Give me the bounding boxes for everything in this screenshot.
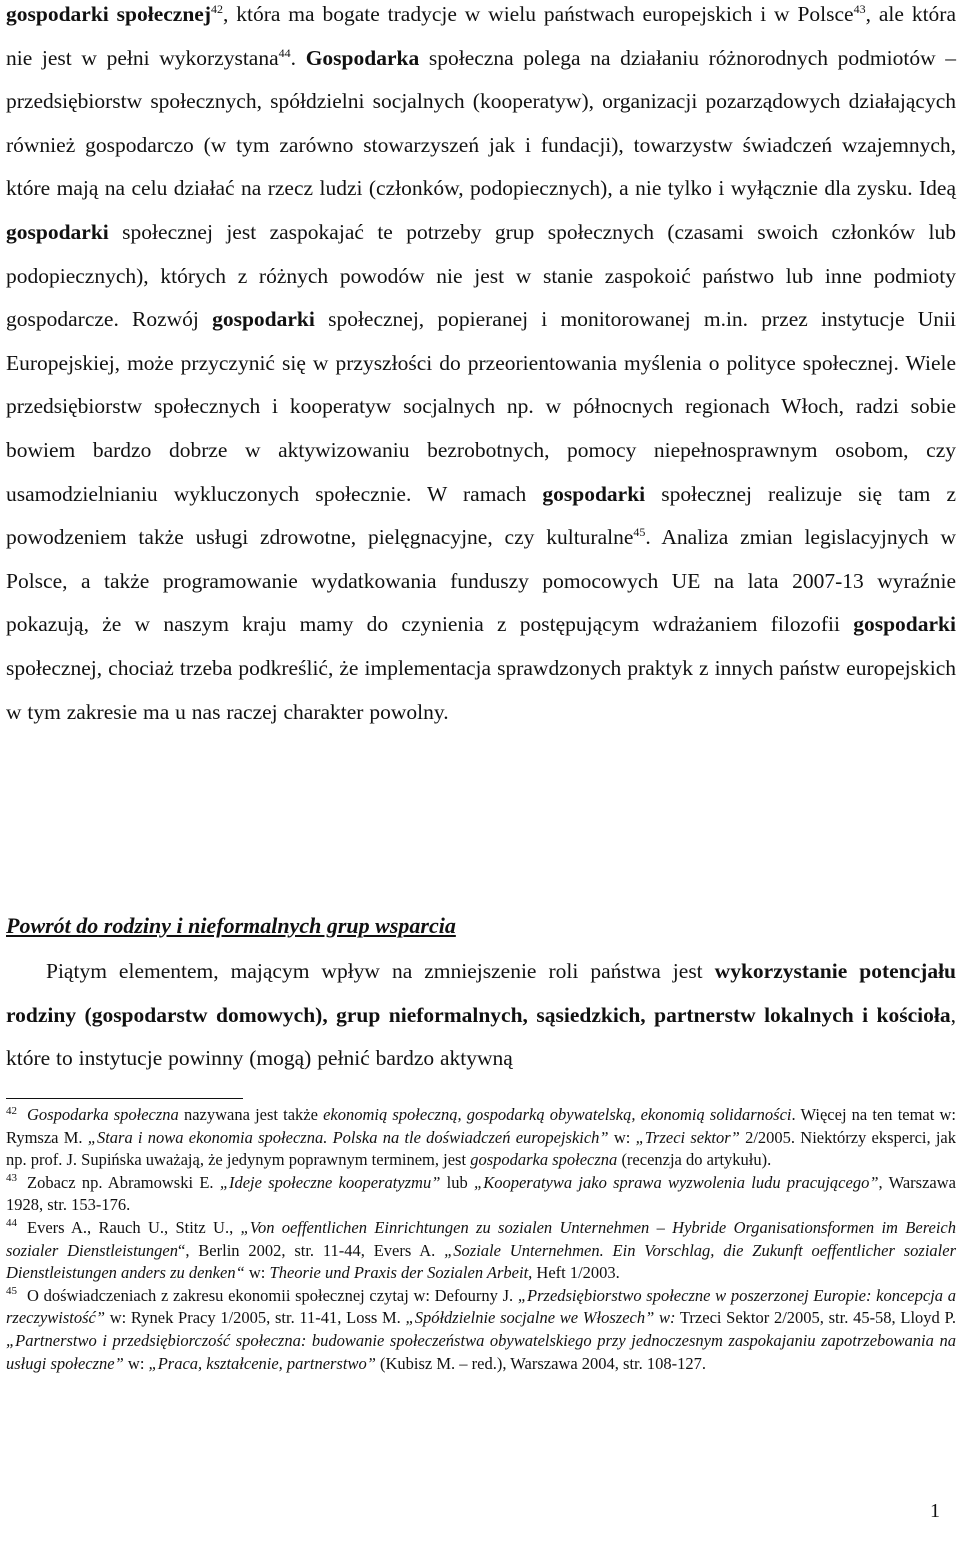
text-run: społecznej, chociaż trzeba podkreślić, że implementacja sprawdzonych praktyk z innych państw europejskich w tym zakresie ma u nas raczej charakter powolny. [6, 655, 956, 724]
footnote-44 [6, 1217, 956, 1285]
italic-text: „Praca, kształcenie, partnerstwo” [148, 1353, 376, 1373]
text-run: . Analiza zmian legislacyjnych w Polsce, a także programowanie wydatkowania funduszy pomocowych UE na lata 2007-13 wyraźnie pokazują, że w naszym kraju mamy do czynienia z postępującym wdrażaniem filozofii [6, 525, 956, 637]
footnote-number: 45 [6, 1285, 17, 1298]
footnote-separator [6, 1098, 243, 1099]
footnote-reference: 42 [210, 1, 223, 16]
text-run: społecznej, popieranej i monitorowanej m.in. przez instytucje Unii Europejskiej, może przyczynić się w przyszłości do przeorientowania myślenia o polityce społecznej. Wiele przedsiębiorstw społecznych i kooperatyw socjalnych np. w północnych regionach Włoch, radzi sobie bowiem bardzo dobrze w aktywizowaniu bezrobotnych, pomocy niepełnosprawnym osobom, czy usamodzielnianiu wykluczonych społecznie. W ramach [6, 307, 956, 506]
footnote-45 [6, 1285, 956, 1375]
paragraph-second [6, 950, 956, 1081]
italic-text: „Partnerstwo i przedsiębiorczość społeczna: budowanie społeczeństwa obywatelskiego przy jednoczesnym zaspokajaniu zapotrzebowania na usługi społeczne” [6, 1330, 956, 1373]
text-run: “, Berlin 2002, str. 11-44, Evers A. [178, 1240, 445, 1260]
text-run: lub [440, 1172, 475, 1192]
text-run: 2/2005. Niektórzy eksperci, jak np. prof. J. Supińska uważają, że jedynym poprawnym terminem, jest [6, 1127, 956, 1170]
text-run: w: Rynek Pracy 1/2005, str. 11-41, Loss M. [105, 1308, 406, 1328]
text-run: , Warszawa 1928, str. 153-176. [6, 1172, 956, 1215]
bold-text: gospodarki społecznej [6, 2, 211, 26]
bold-text: gospodarki [212, 307, 315, 332]
text-run: nazywana jest także [178, 1105, 324, 1124]
italic-text: Gospodarka społeczna [27, 1105, 179, 1124]
footnote-42 [6, 1104, 956, 1172]
italic-text: „Von oeffentlichen Einrichtungen zu sozialen Unternehmen – Hybride Organisationsformen im Bereich sozialer Dienstleistungen [6, 1217, 956, 1260]
italic-text: „Trzeci sektor” [635, 1127, 740, 1147]
bold-text: gospodarki [542, 481, 646, 506]
text-run: społecznej realizuje się tam z powodzeniem także usługi zdrowotne, pielęgnacyjne, czy kulturalne [6, 481, 956, 550]
footnote-number: 42 [6, 1104, 17, 1117]
footnote-number: 44 [6, 1217, 17, 1230]
text-run: społecznej jest zaspokajać te potrzeby grup społecznych (czasami swoich członków lub podopiecznych), których z różnych powodów nie jest w stanie zaspokoić państwo lub inne podmioty gospodarcze. Rozwój [6, 219, 956, 332]
footnote-reference: 45 [633, 524, 646, 539]
italic-text: „Kooperatywa jako sprawa wyzwolenia ludu pracującego” [474, 1172, 879, 1192]
bold-text: Gospodarka [305, 45, 420, 70]
bold-text: wykorzystanie potencjału rodziny (gospodarstw domowych), grup nieformalnych, sąsiedzkich, partnerstw lokalnych i kościoła [6, 959, 956, 1027]
bold-text: gospodarki [6, 219, 109, 244]
italic-text: Theorie und Praxis der Sozialen Arbeit [269, 1263, 529, 1283]
text-run: . [290, 45, 306, 70]
paragraph-main [6, 0, 956, 734]
text-run: , która ma bogate tradycje w wielu państwach europejskich i w Polsce [222, 2, 854, 26]
page-number: 1 [930, 1500, 940, 1522]
italic-text: „Spółdzielnie socjalne we Włoszech” w: [405, 1308, 676, 1328]
footnotes [6, 1104, 956, 1375]
text-run: (Kubisz M. – red.), Warszawa 2004, str. 108-127. [375, 1353, 707, 1373]
section-title: Powrót do rodziny i nieformalnych grup wsparcia [6, 913, 456, 938]
text-run: w: [123, 1353, 149, 1373]
text-run: w: [608, 1127, 636, 1147]
text-run: Zobacz np. Abramowski E. [27, 1172, 220, 1192]
text-run: , ale która nie jest w pełni wykorzystana [6, 2, 956, 70]
text-run: Evers A., Rauch U., Stitz U., [27, 1217, 241, 1237]
footnote-reference: 44 [278, 45, 291, 60]
text-run: w: [244, 1263, 270, 1283]
text-run: , Heft 1/2003. [528, 1263, 620, 1283]
footnote-reference: 43 [853, 1, 866, 16]
italic-text: „Przedsiębiorstwo społeczne w poszerzonej Europie: koncepcja a rzeczywistość” [6, 1285, 956, 1328]
italic-text: gospodarka społeczna [470, 1150, 618, 1170]
footnote-43 [6, 1172, 956, 1217]
text-run: O doświadczeniach z zakresu ekonomii społecznej czytaj w: Defourny J. [27, 1285, 518, 1305]
text-run: Trzeci Sektor 2/2005, str. 45-58, Lloyd P. [675, 1308, 956, 1328]
text-run: , które to instytucje powinny (mogą) pełnić bardzo aktywną [6, 1002, 956, 1071]
text-run: społeczna polega na działaniu różnorodnych podmiotów – przedsiębiorstw społecznych, spółdzielni socjalnych (kooperatyw), organizacji pozarządowych działających również gospodarczo (w tym zarówno stowarzyszeń jak i fundacji), towarzystw świadczeń wzajemnych, które mają na celu działać na rzecz ludzi (członków, podopiecznych), a nie tylko i wyłącznie dla zysku. Ideą [6, 45, 957, 201]
footnote-number: 43 [6, 1172, 17, 1185]
italic-text: ekonomią społeczną, gospodarką obywatelską, ekonomią solidarności [323, 1105, 792, 1124]
italic-text: „Ideje społeczne kooperatyzmu” [219, 1172, 441, 1192]
bold-text: gospodarki [853, 612, 956, 637]
italic-text: „Stara i nowa ekonomia społeczna. Polska na tle doświadczeń europejskich” [87, 1127, 609, 1147]
italic-text: „Soziale Unternehmen. Ein Vorschlag, die Zukunft oeffentlicher sozialer Dienstleistungen anders zu denken“ [6, 1240, 956, 1283]
text-run: Piątym elementem, mającym wpływ na zmniejszenie roli państwa jest [46, 959, 715, 983]
text-run: . Więcej na ten temat w: Rymsza M. [6, 1105, 956, 1147]
text-run: (recenzja do artykułu). [617, 1150, 772, 1170]
